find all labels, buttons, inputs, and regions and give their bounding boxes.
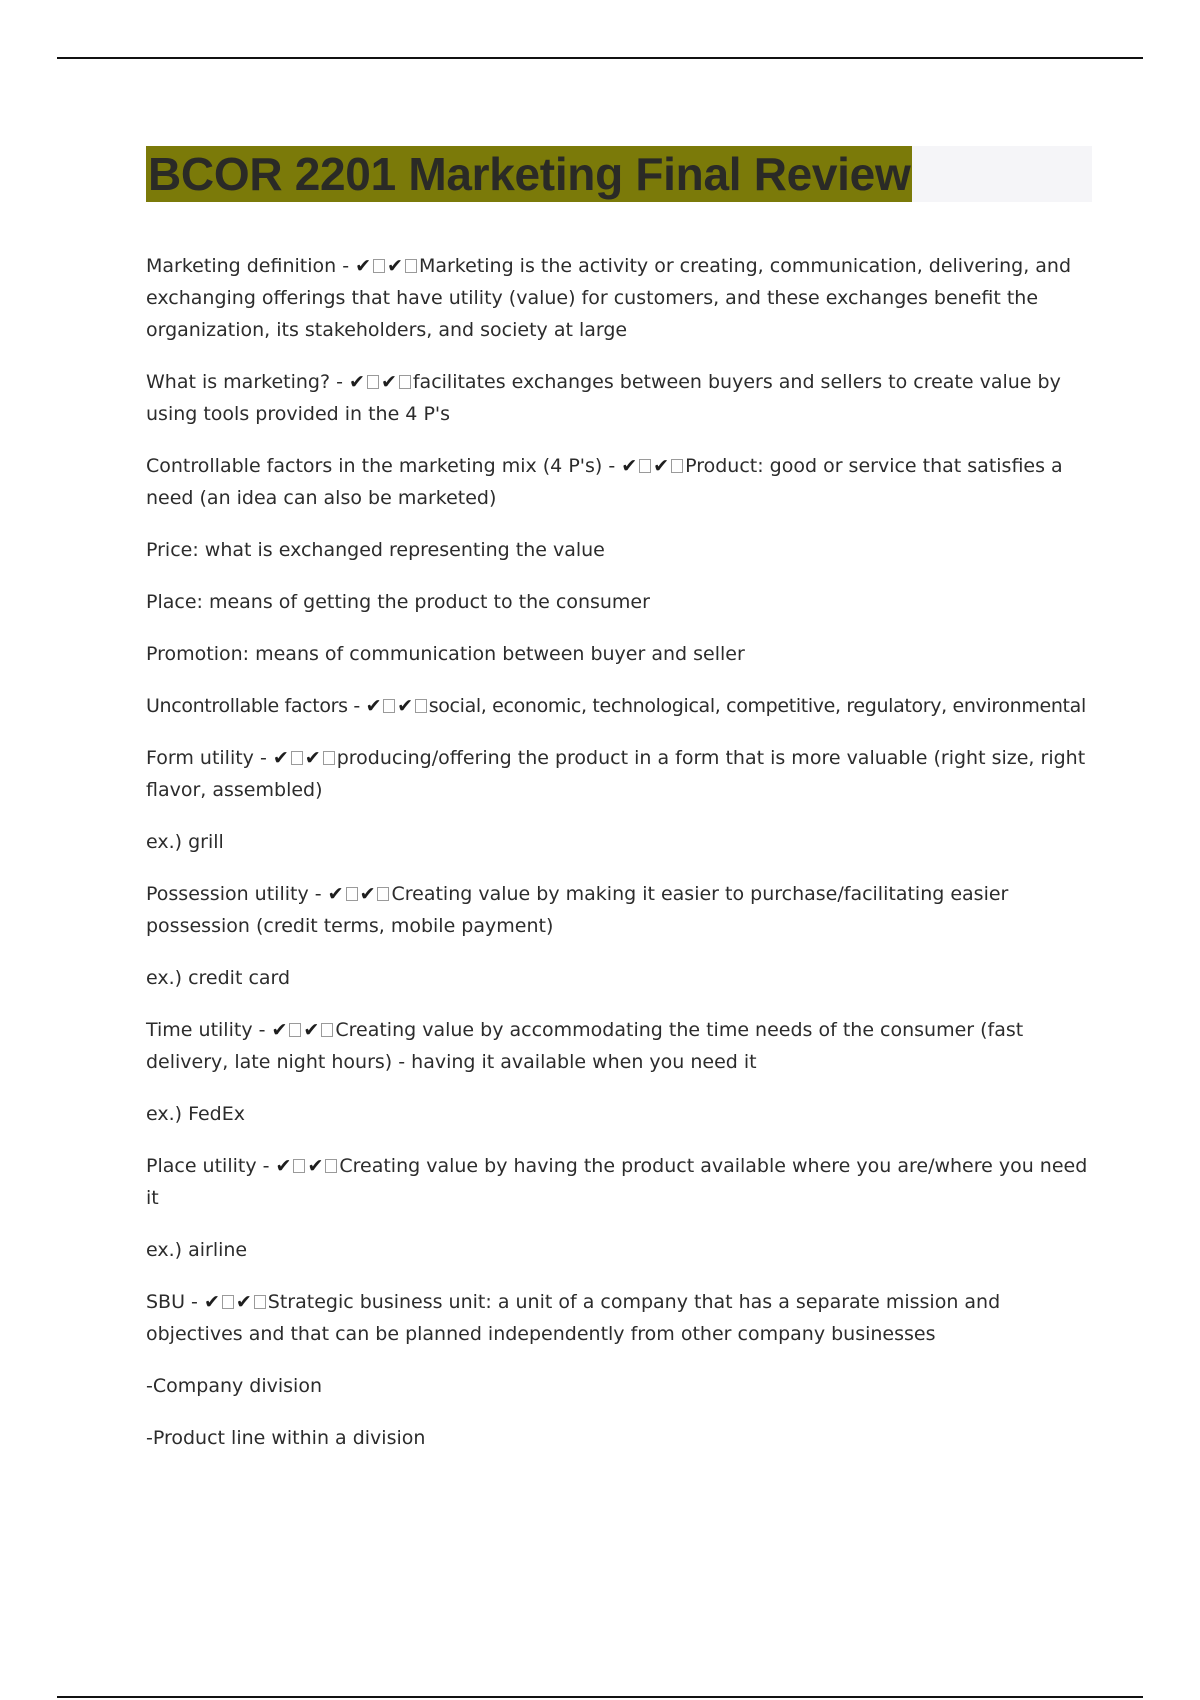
entry-term: Time utility - [146, 1019, 272, 1041]
entry-place-utility [146, 1150, 1096, 1214]
entry-example-fedex: ex.) FedEx [146, 1103, 245, 1125]
entry-term: Uncontrollable factors - [146, 695, 366, 717]
checkmark-icon: ✔ [653, 455, 670, 477]
entry-sbu [146, 1286, 1096, 1350]
placeholder-box-icon [639, 459, 651, 473]
checkmark-icon: ✔ [203, 1291, 220, 1313]
entry-definition: producing/offering the product in a form that is more valuable (right size, right flavor, assembled) [146, 747, 1086, 801]
placeholder-box-icon [373, 259, 385, 273]
entry-possession-utility [146, 878, 1096, 942]
entry-definition: Creating value by accommodating the time needs of the consumer (fast delivery, late night hours) - having it available when you need it [146, 1019, 1024, 1073]
placeholder-box-icon [367, 375, 379, 389]
checkmark-icon: ✔ [365, 695, 382, 717]
entry-promotion: Promotion: means of communication between buyer and seller [146, 643, 745, 665]
checkmark-icon: ✔ [380, 371, 397, 393]
entry-example-grill: ex.) grill [146, 831, 224, 853]
entry-controllable-factors [146, 450, 1096, 514]
top-rule [57, 57, 1143, 59]
checkmark-icon: ✔ [235, 1291, 252, 1313]
placeholder-box-icon [321, 1023, 333, 1037]
checkmark-icon: ✔ [359, 883, 376, 905]
placeholder-box-icon [291, 751, 303, 765]
placeholder-box-icon [415, 699, 427, 713]
checkmark-icon: ✔ [271, 1019, 288, 1041]
placeholder-box-icon [254, 1295, 266, 1309]
entry-term: Form utility - [146, 747, 273, 769]
entry-uncontrollable-factors [146, 690, 1096, 722]
entry-definition: Product: good or service that satisfies a need (an idea can also be marketed) [146, 455, 1063, 509]
placeholder-box-icon [399, 375, 411, 389]
title-band [146, 146, 1092, 202]
title-highlight [146, 146, 912, 202]
checkmark-icon: ✔ [327, 883, 344, 905]
checkmark-icon: ✔ [307, 1155, 324, 1177]
entry-term: SBU - [146, 1291, 204, 1313]
entry-definition: facilitates exchanges between buyers and sellers to create value by using tools provided in the 4 P's [146, 371, 1061, 425]
entry-term: What is marketing? - [146, 371, 350, 393]
entry-term: Controllable factors in the marketing mix (4 P's) - [146, 455, 622, 477]
entry-example-airline: ex.) airline [146, 1239, 248, 1261]
entry-marketing-definition [146, 250, 1096, 346]
entry-place: Place: means of getting the product to the consumer [146, 591, 650, 613]
entry-definition: social, economic, technological, competitive, regulatory, environmental [428, 695, 1086, 717]
document-title: BCOR 2201 Marketing Final Review [148, 148, 911, 200]
placeholder-box-icon [346, 887, 358, 901]
placeholder-box-icon [222, 1295, 234, 1309]
checkmark-icon: ✔ [621, 455, 638, 477]
entry-definition: Creating value by having the product available where you are/where you need it [146, 1155, 1088, 1209]
entry-definition: Creating value by making it easier to purchase/facilitating easier possession (credit terms, mobile payment) [146, 883, 1009, 937]
checkmark-icon: ✔ [275, 1155, 292, 1177]
entry-definition: Strategic business unit: a unit of a company that has a separate mission and objectives and that can be planned independently from other company businesses [146, 1291, 1001, 1345]
entry-term: Place utility - [146, 1155, 276, 1177]
entry-time-utility [146, 1014, 1096, 1078]
document-body [146, 250, 1096, 1474]
entry-price: Price: what is exchanged representing the value [146, 539, 605, 561]
checkmark-icon: ✔ [397, 695, 413, 717]
placeholder-box-icon [325, 1159, 337, 1173]
entry-definition: Marketing is the activity or creating, communication, delivering, and exchanging offerings that have utility (value) for customers, and these exchanges benefit the organization, its stakeholders, and society at large [146, 255, 1072, 341]
placeholder-box-icon [377, 887, 389, 901]
entry-company-division: -Company division [146, 1375, 322, 1397]
checkmark-icon: ✔ [272, 747, 289, 769]
entry-form-utility [146, 742, 1096, 806]
placeholder-box-icon [671, 459, 683, 473]
entry-what-is-marketing [146, 366, 1096, 430]
placeholder-box-icon [323, 751, 335, 765]
checkmark-icon: ✔ [304, 747, 321, 769]
placeholder-box-icon [293, 1159, 305, 1173]
checkmark-icon: ✔ [303, 1019, 320, 1041]
entry-example-credit-card: ex.) credit card [146, 967, 291, 989]
entry-product-line: -Product line within a division [146, 1427, 426, 1449]
entry-term: Marketing definition - [146, 255, 356, 277]
checkmark-icon: ✔ [355, 255, 372, 277]
entry-term: Possession utility - [146, 883, 328, 905]
checkmark-icon: ✔ [349, 371, 365, 393]
placeholder-box-icon [383, 699, 395, 713]
checkmark-icon: ✔ [387, 255, 403, 277]
placeholder-box-icon [289, 1023, 301, 1037]
bottom-rule [57, 1696, 1143, 1698]
placeholder-box-icon [405, 259, 417, 273]
